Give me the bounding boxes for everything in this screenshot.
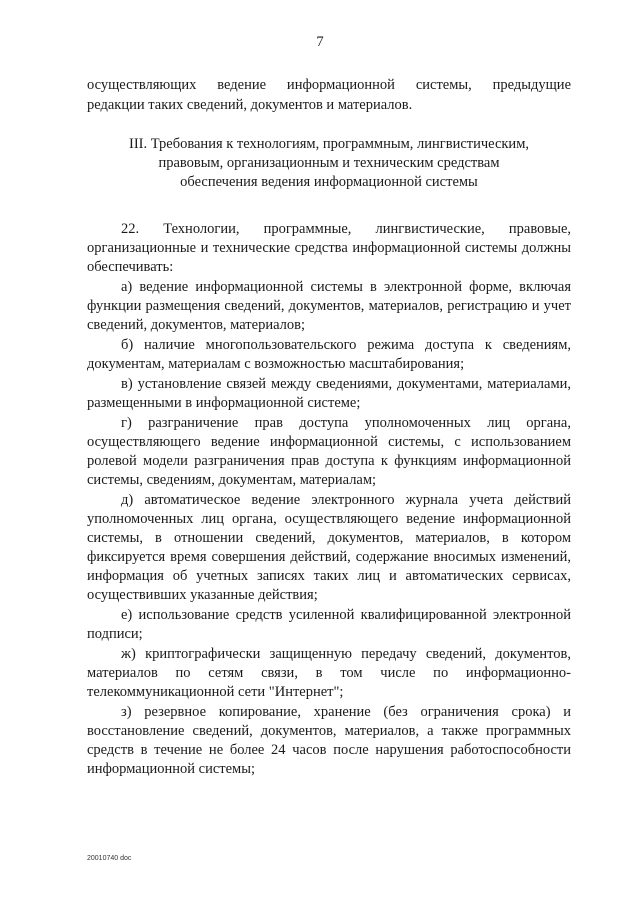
item-zh: ж) криптографически защищенную передачу сведений, документов, материалов по сетям связи, в том числе по информационно-телекоммуникационной сети "Интернет"; bbox=[87, 646, 571, 700]
intro-line-2: редакции таких сведений, документов и материалов. bbox=[87, 97, 413, 113]
section-heading-line-2: правовым, организационным и техническим средствам bbox=[158, 155, 500, 171]
item-d: д) автоматическое ведение электронного журнала учета действий уполномоченных лиц органа, осуществляющего ведение информационной системы, в отношении сведений, документов, материалов, в котором фиксируется время совершения действий, содержание вносимых изменений, информация об учетных записях таких лиц и автоматических сервисах, осуществивших указанные действия; bbox=[87, 492, 571, 603]
paragraph-22: 22. Технологии, программные, лингвистические, правовые, организационные и технические средства информационной системы должны обеспечивать: bbox=[87, 221, 571, 275]
intro-line-1: осуществляющих ведение информационной системы, предыдущие bbox=[87, 77, 571, 93]
item-g: г) разграничение прав доступа уполномоченных лиц органа, осуществляющего ведение информационной системы, с использованием ролевой модели разграничения прав доступа к функциям информационной системы, сведениям, документам, материалам; bbox=[87, 415, 571, 488]
item-z: з) резервное копирование, хранение (без ограничения срока) и восстановление сведений, документов, материалов, а также программных средств в течение не более 24 часов после нарушения работоспособности информационной системы; bbox=[87, 704, 571, 777]
item-e: е) использование средств усиленной квалифицированной электронной подписи; bbox=[87, 607, 571, 642]
document-footer-code: 20010740 doc bbox=[87, 855, 132, 862]
spacer bbox=[87, 192, 571, 220]
item-a: а) ведение информационной системы в электронной форме, включая функции размещения сведений, документов, материалов, регистрацию и учет сведений, документов, материалов; bbox=[87, 279, 571, 333]
section-heading-line-1: III. Требования к технологиям, программным, лингвистическим, bbox=[128, 136, 529, 152]
document-body bbox=[87, 76, 571, 780]
item-b: б) наличие многопользовательского режима доступа к сведениям, документам, материалам с возможностью масштабирования; bbox=[87, 337, 571, 372]
section-heading-line-3: обеспечения ведения информационной системы bbox=[180, 174, 478, 190]
section-heading bbox=[87, 135, 571, 192]
item-v: в) установление связей между сведениями, документами, материалами, размещенными в информационной системе; bbox=[87, 376, 571, 411]
page-number: 7 bbox=[316, 34, 324, 50]
